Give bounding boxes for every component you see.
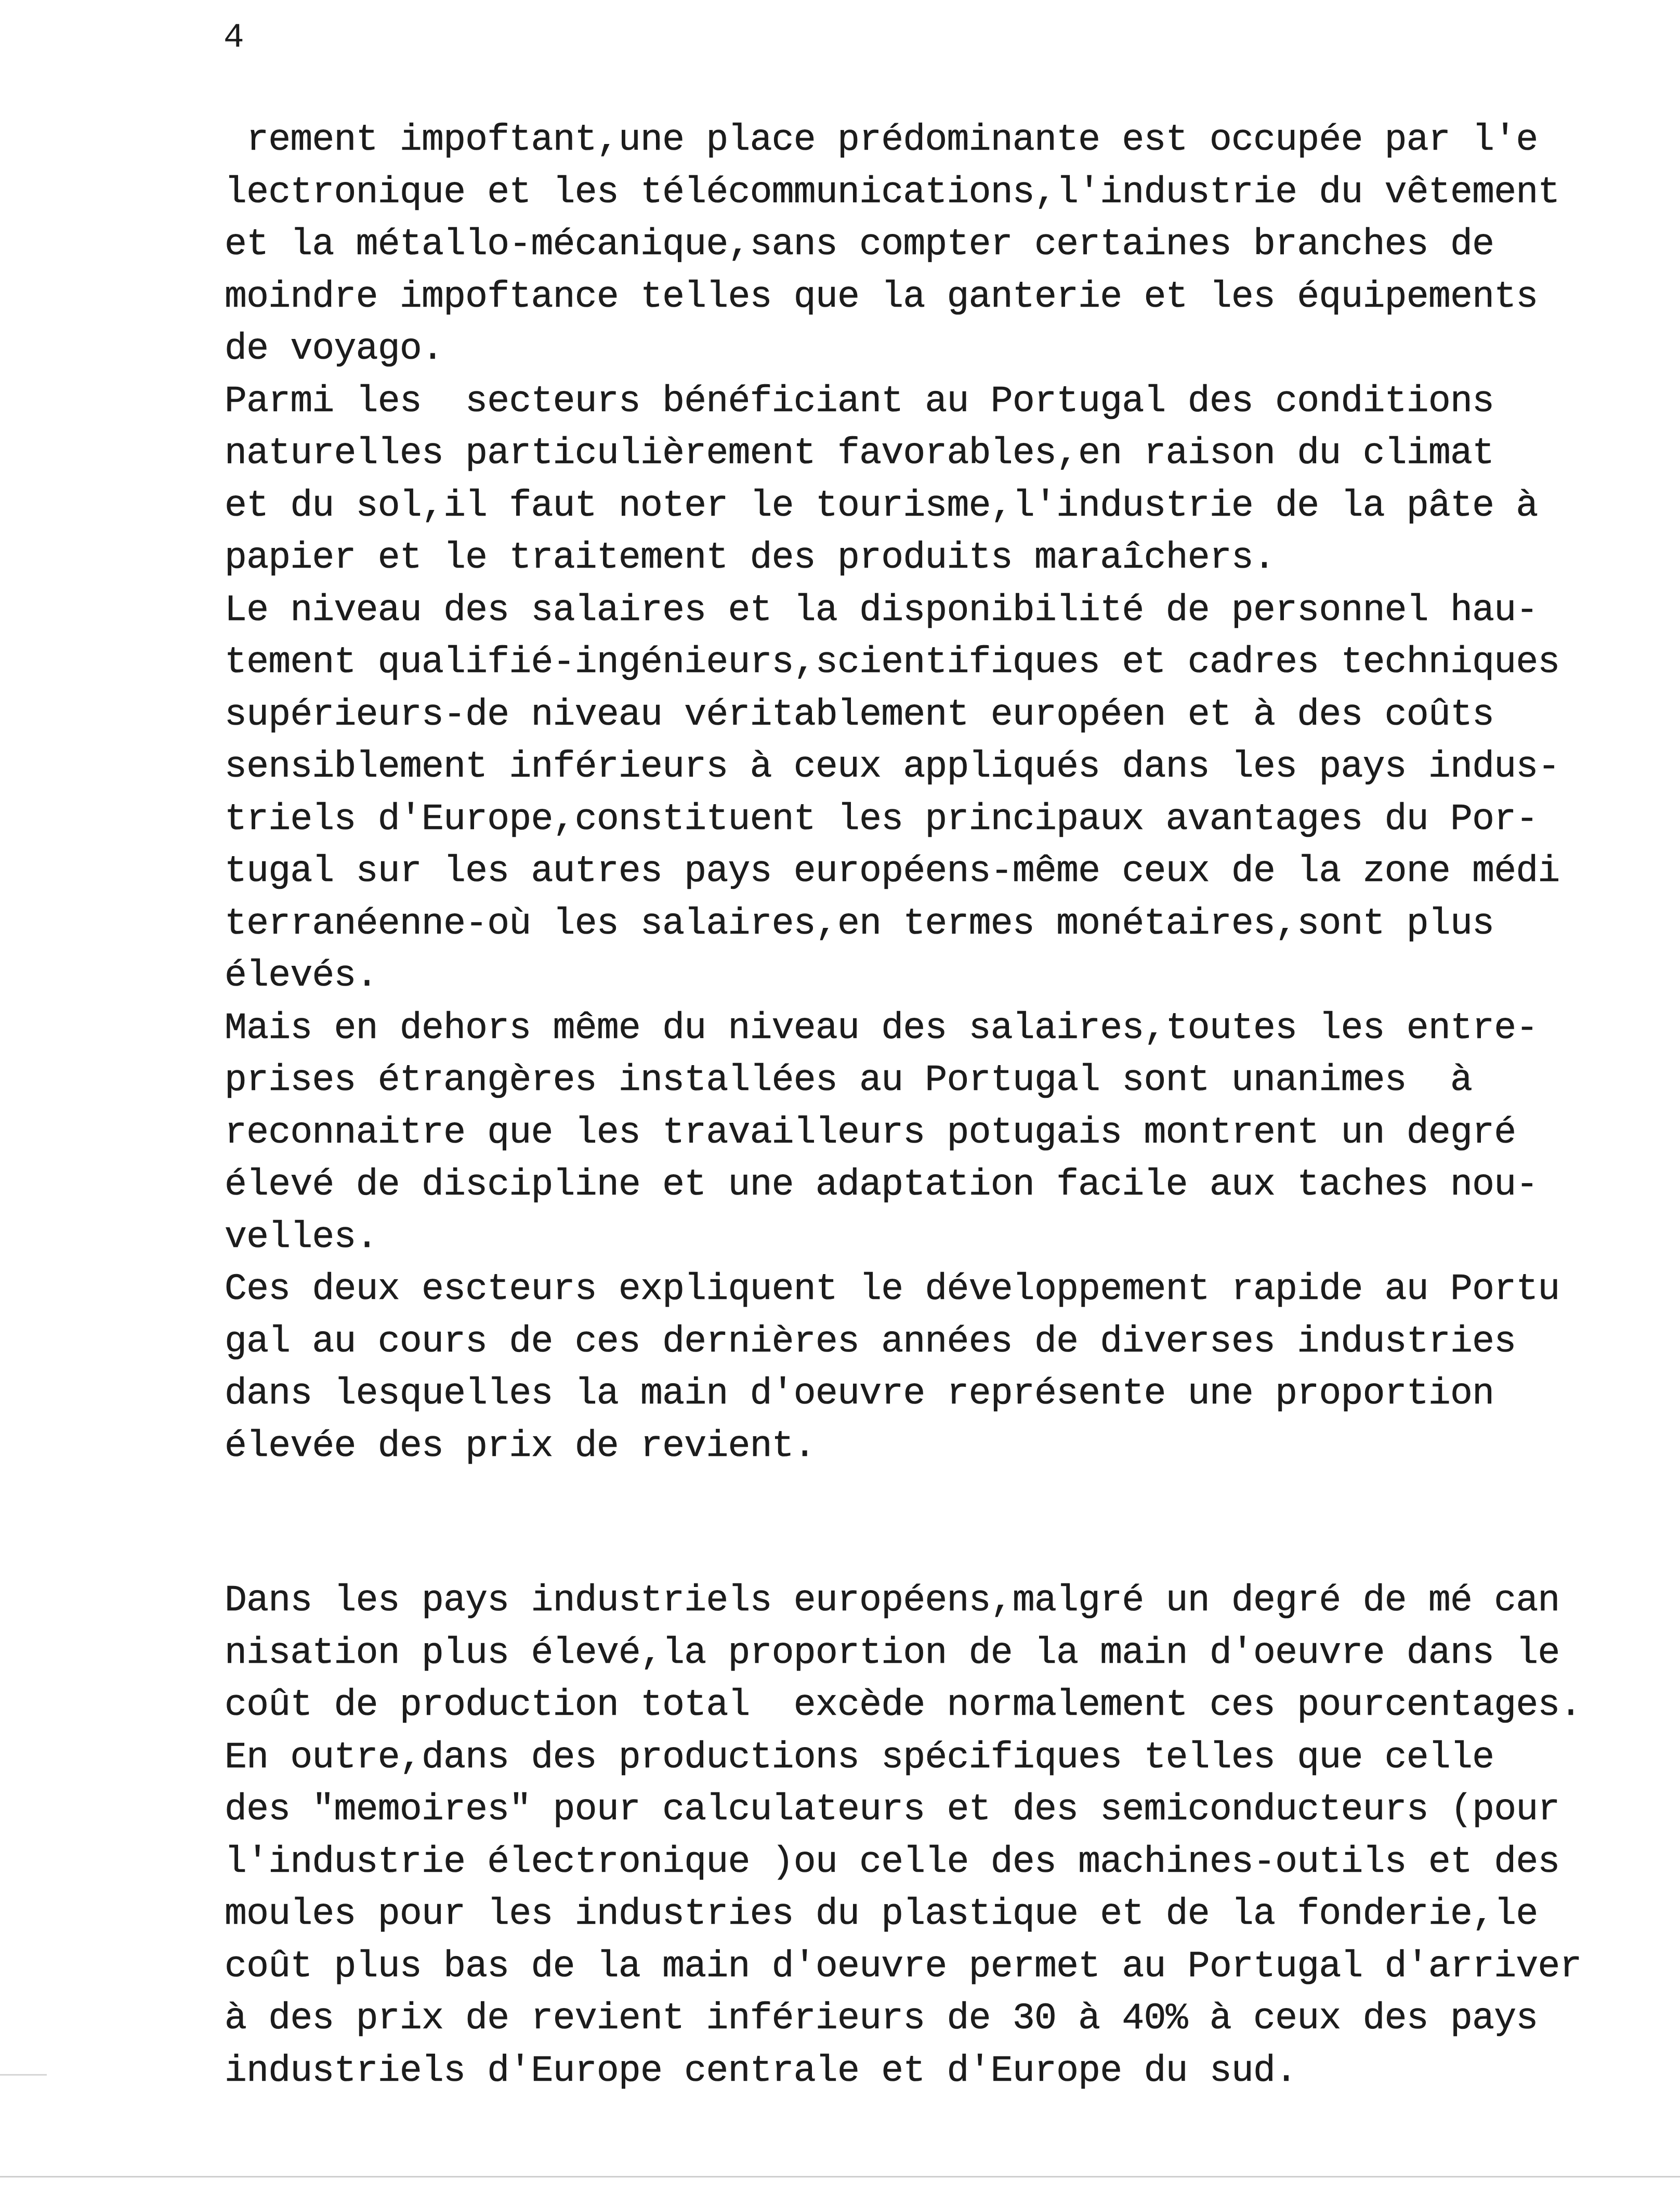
text-line: rement impoftant,une place prédominante est occupée par l'e — [225, 119, 1538, 161]
scan-bottom-edge — [0, 2176, 1680, 2177]
text-line: Dans les pays industriels européens,malgré un degré de mé can — [225, 1580, 1560, 1622]
text-line: supérieurs-de niveau véritablement européen et à des coûts — [225, 693, 1494, 736]
text-line: gal au cours de ces dernières années de diverses industries — [225, 1320, 1516, 1363]
text-line: En outre,dans des productions spécifiques telles que celle — [225, 1736, 1494, 1779]
page-number: 4 — [224, 18, 244, 57]
text-line: industriels d'Europe centrale et d'Europe du sud. — [225, 2050, 1297, 2092]
text-line: dans lesquelles la main d'oeuvre représente une proportion — [225, 1373, 1494, 1415]
text-line: et du sol,il faut noter le tourisme,l'industrie de la pâte à — [225, 484, 1538, 527]
text-line: sensiblement inférieurs à ceux appliqués dans les pays indus- — [225, 746, 1560, 788]
text-line: prises étrangères installées au Portugal sont unanimes à — [225, 1059, 1473, 1101]
text-line: Mais en dehors même du niveau des salaires,toutes les entre- — [225, 1007, 1538, 1049]
text-line: tement qualifié-ingénieurs,scientifiques et cadres techniques — [225, 641, 1560, 684]
text-line: de voyago. — [225, 328, 444, 370]
scan-edge-mark — [0, 2074, 47, 2076]
text-line: moules pour les industries du plastique et de la fonderie,le — [225, 1893, 1538, 1935]
text-line: lectronique et les télécommunications,l'industrie du vêtement — [225, 171, 1560, 214]
text-line: triels d'Europe,constituent les principaux avantages du Por- — [225, 798, 1538, 841]
text-line: coût de production total excède normalement ces pourcentages. — [225, 1684, 1582, 1726]
paragraph-1 — [225, 114, 1560, 1473]
text-line: élevé de discipline et une adaptation facile aux taches nou- — [225, 1164, 1538, 1206]
text-line: velles. — [225, 1216, 378, 1258]
text-line: nisation plus élevé,la proportion de la main d'oeuvre dans le — [225, 1632, 1560, 1674]
text-line: et la métallo-mécanique,sans compter certaines branches de — [225, 224, 1494, 266]
text-line: terranéenne-où les salaires,en termes monétaires,sont plus — [225, 902, 1494, 945]
text-line: coût plus bas de la main d'oeuvre permet au Portugal d'arriver — [225, 1945, 1582, 1988]
text-line: moindre impoftance telles que la ganterie et les équipements — [225, 276, 1538, 318]
text-line: naturelles particulièrement favorables,en raison du climat — [225, 432, 1494, 475]
text-line: Le niveau des salaires et la disponibilité de personnel hau- — [225, 589, 1538, 632]
text-line: Parmi les secteurs bénéficiant au Portugal des conditions — [225, 380, 1494, 423]
text-line: reconnaitre que les travailleurs potugais montrent un degré — [225, 1111, 1516, 1154]
text-line: papier et le traitement des produits maraîchers. — [225, 537, 1276, 579]
paragraph-2 — [225, 1575, 1582, 2097]
text-line: élevée des prix de revient. — [225, 1425, 816, 1467]
text-line: l'industrie électronique )ou celle des machines-outils et des — [225, 1841, 1560, 1883]
text-line: à des prix de revient inférieurs de 30 à 40% à ceux des pays — [225, 1998, 1538, 2040]
text-line: tugal sur les autres pays européens-même ceux de la zone médi — [225, 850, 1560, 893]
text-line: Ces deux escteurs expliquent le développement rapide au Portu — [225, 1268, 1560, 1310]
text-line: élevés. — [225, 955, 378, 997]
text-line: des "memoires" pour calculateurs et des semiconducteurs (pour — [225, 1789, 1560, 1831]
